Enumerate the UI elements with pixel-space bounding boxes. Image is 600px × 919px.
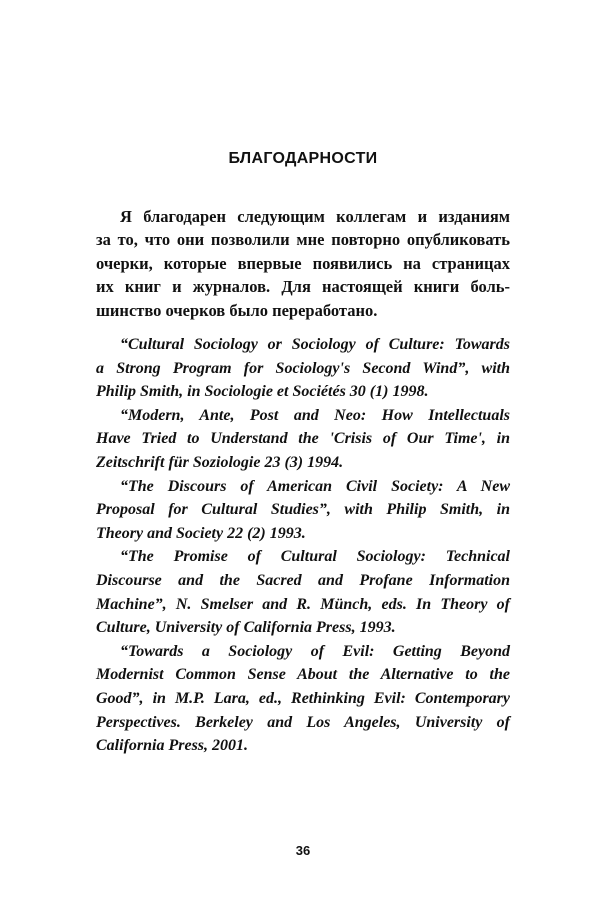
acknowledgment-paragraph	[96, 205, 510, 322]
reference-line: Culture, University of California Press, 1993.	[96, 619, 396, 637]
reference-line: Have Tried to Understand the 'Crisis of Our Time', in	[96, 430, 510, 448]
reference-line: Perspectives. Berkeley and Los Angeles, University of	[96, 713, 510, 731]
reference-line: Zeitschrift für Soziologie 23 (3) 1994.	[96, 453, 344, 471]
reference-item	[96, 475, 510, 546]
reference-line: “Cultural Sociology or Sociology of Culture: Towards	[120, 336, 510, 353]
reference-line: “Modern, Ante, Post and Neo: How Intellectuals	[120, 406, 510, 424]
reference-item	[96, 333, 510, 404]
reference-line: a Strong Program for Sociology's Second Wind”, with	[96, 359, 510, 377]
reference-line: California Press, 2001.	[96, 737, 249, 755]
reference-line: “Towards a Sociology of Evil: Getting Beyond	[120, 642, 510, 660]
paragraph-line: очерки, которые впервые появились на страницах	[96, 253, 510, 273]
reference-line: Philip Smith, in Sociologie et Sociétés 30 (1) 1998.	[96, 383, 429, 401]
reference-item	[96, 545, 510, 639]
reference-item	[96, 404, 510, 475]
reference-list	[96, 333, 510, 758]
reference-item	[96, 640, 510, 758]
reference-line: Machine”, N. Smelser and R. Münch, eds. In Theory of	[96, 595, 510, 613]
paragraph-line: Я благодарен следующим коллегам и изданиям	[120, 207, 510, 226]
paragraph-line: за то, что они позволили мне повторно опубликовать	[96, 230, 510, 250]
reference-line: Discourse and the Sacred and Profane Information	[96, 571, 510, 589]
reference-line: Proposal for Cultural Studies”, with Philip Smith, in	[96, 501, 510, 519]
reference-line: “The Discours of American Civil Society: A New	[120, 477, 510, 495]
reference-line: Modernist Common Sense About the Alternative to the	[96, 666, 510, 684]
reference-line: Good”, in M.P. Lara, ed., Rethinking Evil: Contemporary	[96, 689, 510, 707]
reference-line: “The Promise of Cultural Sociology: Technical	[120, 548, 510, 566]
paragraph-line: их книг и журналов. Для настоящей книги боль-	[96, 277, 510, 297]
reference-line: Theory and Society 22 (2) 1993.	[96, 524, 306, 542]
book-page	[96, 0, 510, 919]
paragraph-line: шинство очерков было переработано.	[96, 300, 378, 320]
page-number: 36	[295, 843, 311, 858]
page-title: БЛАГОДАРНОСТИ	[228, 150, 378, 167]
